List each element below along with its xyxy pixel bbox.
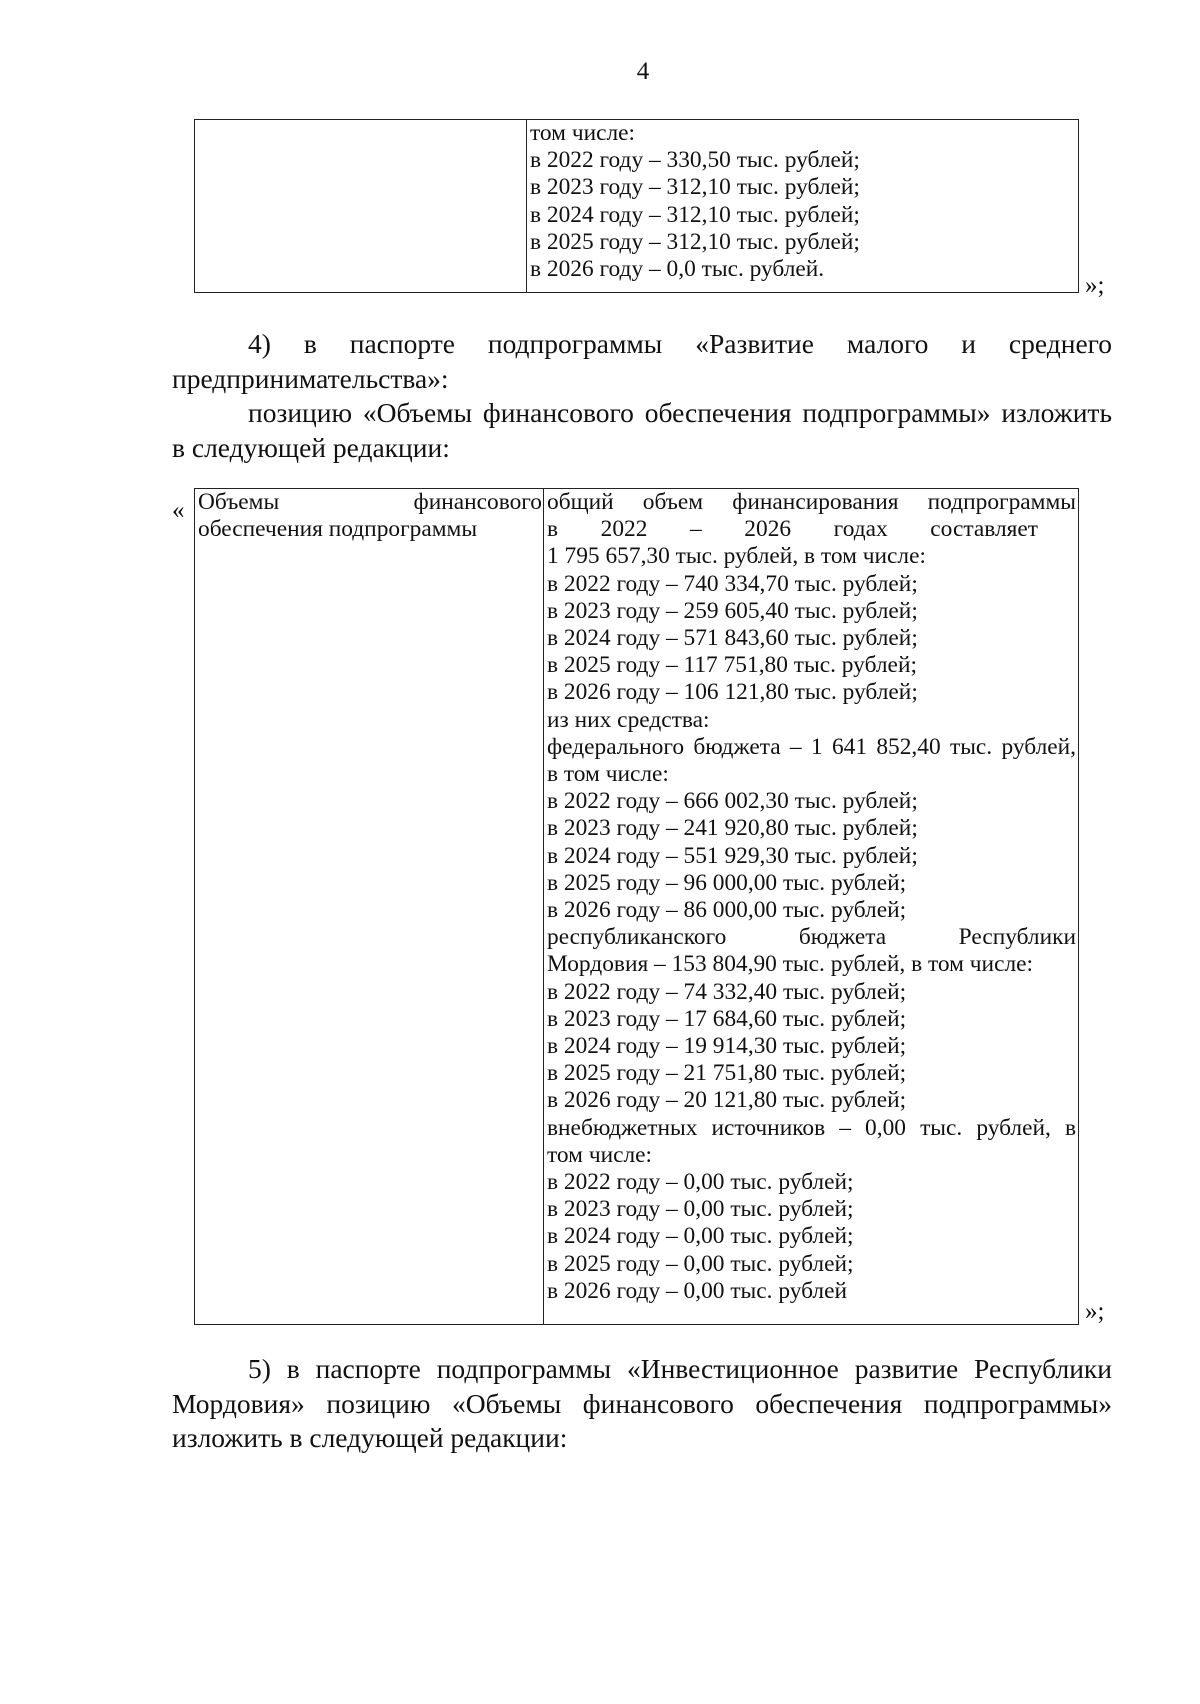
table2-line: из них средства:	[547, 706, 710, 733]
section-5-paragraph	[172, 1352, 1112, 1456]
table2-line: в 2024 году – 0,00 тыс. рублей;	[547, 1223, 854, 1250]
table2-line: федерального бюджета – 1 641 852,40 тыс. рублей,	[547, 733, 1076, 760]
section-4-paragraph	[172, 327, 1112, 465]
section-5-line: 5) в паспорте подпрограммы «Инвестиционное развитие Республики	[248, 1353, 1112, 1384]
table2-line: в 2024 году – 571 843,60 тыс. рублей;	[547, 625, 918, 652]
section-5-line: Мордовия» позицию «Объемы финансового обеспечения подпрограммы»	[172, 1387, 1112, 1419]
table2-line: общий объем финансирования подпрограммы	[547, 489, 1076, 515]
closing-quote-2: »;	[1085, 1298, 1105, 1325]
table2-line: в 2024 году – 19 914,30 тыс. рублей;	[547, 1033, 907, 1060]
table2-line: в 2026 году – 106 121,80 тыс. рублей;	[547, 679, 918, 706]
table2-line: в 2025 году – 21 751,80 тыс. рублей;	[547, 1060, 907, 1087]
passport-table-continuation	[194, 119, 1079, 293]
passport-table-financing	[194, 488, 1079, 1325]
closing-quote-1: »;	[1085, 272, 1105, 299]
table2-line: в 2026 году – 20 121,80 тыс. рублей;	[547, 1087, 907, 1114]
table-row	[195, 489, 1079, 1325]
table2-line: в 2022 году – 666 002,30 тыс. рублей;	[547, 788, 918, 815]
table2-line: в 2022 – 2026 годах составляет	[547, 516, 1038, 543]
table2-label-line: Объемы финансового	[198, 489, 542, 515]
table2-line: в 2025 году – 0,00 тыс. рублей;	[547, 1250, 854, 1277]
table1-line: в 2022 году – 330,50 тыс. рублей;	[530, 147, 860, 174]
table2-line: том числе:	[547, 1141, 653, 1168]
table2-line: в 2023 году – 241 920,80 тыс. рублей;	[547, 815, 918, 842]
table2-line: в 2025 году – 117 751,80 тыс. рублей;	[547, 652, 917, 679]
section-4-line: в следующей редакции:	[172, 431, 450, 463]
section-4-line: 4) в паспорте подпрограммы «Развитие малого и среднего	[248, 328, 1112, 359]
table2-line: в 2022 году – 740 334,70 тыс. рублей;	[547, 570, 918, 597]
table-cell-value	[544, 489, 1079, 1325]
table-cell-label	[195, 120, 527, 293]
page-number: 4	[636, 58, 650, 85]
table2-line: в 2026 году – 86 000,00 тыс. рублей;	[547, 897, 907, 924]
table1-line: том числе:	[530, 120, 636, 146]
table1-line: в 2023 году – 312,10 тыс. рублей;	[530, 174, 860, 201]
table-cell-value	[527, 120, 1079, 293]
table2-line: в 2025 году – 96 000,00 тыс. рублей;	[547, 869, 907, 896]
table2-line: в 2024 году – 551 929,30 тыс. рублей;	[547, 842, 918, 869]
table2-line: в 2026 году – 0,00 тыс. рублей	[547, 1277, 847, 1304]
table2-line: внебюджетных источников – 0,00 тыс. рублей, в	[547, 1114, 1076, 1141]
table1-line: в 2025 году – 312,10 тыс. рублей;	[530, 228, 860, 255]
table2-line: в 2023 году – 0,00 тыс. рублей;	[547, 1196, 854, 1223]
table1-line: в 2026 году – 0,0 тыс. рублей.	[530, 256, 825, 283]
table-cell-label	[195, 489, 544, 1325]
table2-line: в 2022 году – 74 332,40 тыс. рублей;	[547, 978, 907, 1005]
table2-line: в 2023 году – 17 684,60 тыс. рублей;	[547, 1005, 907, 1032]
section-4-line: позицию «Объемы финансового обеспечения подпрограммы» изложить	[248, 397, 1112, 428]
table2-line: в 2022 году – 0,00 тыс. рублей;	[547, 1169, 854, 1196]
table2-label-line: обеспечения подпрограммы	[198, 516, 478, 543]
opening-quote: «	[172, 497, 185, 524]
table-row	[195, 120, 1079, 293]
table2-line: в 2023 году – 259 605,40 тыс. рублей;	[547, 597, 918, 624]
section-5-line: изложить в следующей редакции:	[172, 1422, 568, 1453]
table2-line: республиканского бюджета Республики	[547, 924, 1076, 951]
section-4-line: предпринимательства»:	[172, 362, 449, 394]
table2-line: в том числе:	[547, 761, 669, 788]
table2-line: 1 795 657,30 тыс. рублей, в том числе:	[547, 543, 926, 570]
table2-line: Мордовия – 153 804,90 тыс. рублей, в том числе:	[547, 951, 1034, 978]
table1-line: в 2024 году – 312,10 тыс. рублей;	[530, 201, 860, 228]
